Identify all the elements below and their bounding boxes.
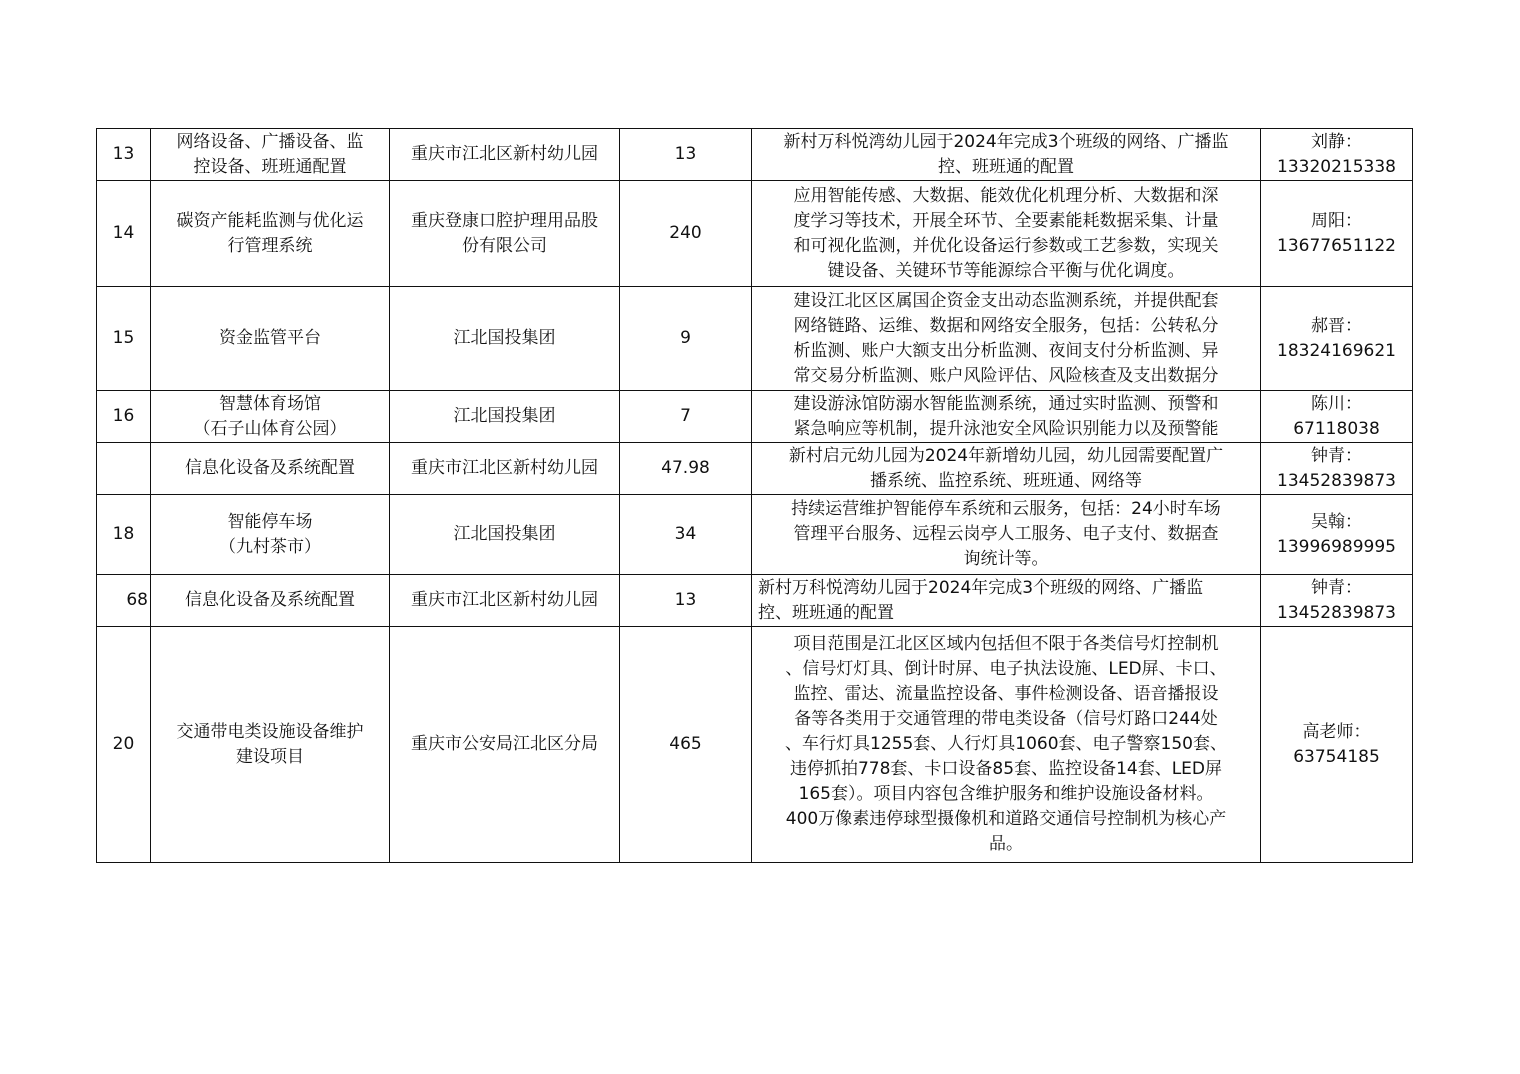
contact: 吴翰： 13996989995 <box>1261 495 1413 575</box>
contact: 高老师： 63754185 <box>1261 627 1413 863</box>
row-number: 16 <box>97 391 151 443</box>
row-number <box>97 443 151 495</box>
project-description: 建设游泳馆防溺水智能监测系统，通过实时监测、预警和 紧急响应等机制，提升泳池安全风险识别能力以及预警能 <box>752 391 1261 443</box>
amount: 7 <box>620 391 752 443</box>
unit-name: 重庆市江北区新村幼儿园 <box>390 575 620 627</box>
project-name: 交通带电类设施设备维护 建设项目 <box>151 627 390 863</box>
amount: 13 <box>620 575 752 627</box>
project-name: 信息化设备及系统配置 <box>151 443 390 495</box>
table-row <box>97 627 1413 863</box>
unit-name: 重庆登康口腔护理用品股 份有限公司 <box>390 181 620 287</box>
project-name: 资金监管平台 <box>151 287 390 391</box>
table-row <box>97 181 1413 287</box>
project-name: 智能停车场 （九村茶市） <box>151 495 390 575</box>
amount: 9 <box>620 287 752 391</box>
table-row <box>97 129 1413 181</box>
unit-name: 江北国投集团 <box>390 495 620 575</box>
amount: 465 <box>620 627 752 863</box>
amount: 34 <box>620 495 752 575</box>
project-description: 持续运营维护智能停车系统和云服务，包括：24小时车场 管理平台服务、远程云岗亭人工服务、电子支付、数据查 询统计等。 <box>752 495 1261 575</box>
contact: 郝晋： 18324169621 <box>1261 287 1413 391</box>
project-name: 信息化设备及系统配置 <box>151 575 390 627</box>
contact: 钟青： 13452839873 <box>1261 575 1413 627</box>
row-number: 68 <box>97 575 151 627</box>
amount: 240 <box>620 181 752 287</box>
project-name: 碳资产能耗监测与优化运 行管理系统 <box>151 181 390 287</box>
amount: 47.98 <box>620 443 752 495</box>
table-row <box>97 287 1413 391</box>
row-number: 18 <box>97 495 151 575</box>
unit-name: 江北国投集团 <box>390 391 620 443</box>
row-number: 14 <box>97 181 151 287</box>
table-row <box>97 575 1413 627</box>
project-description: 应用智能传感、大数据、能效优化机理分析、大数据和深 度学习等技术，开展全环节、全要素能耗数据采集、计量 和可视化监测，并优化设备运行参数或工艺参数，实现关 键设备、关键环节等能源综合平衡与优化调度。 <box>752 181 1261 287</box>
table-row <box>97 391 1413 443</box>
project-name: 网络设备、广播设备、监 控设备、班班通配置 <box>151 129 390 181</box>
row-number: 20 <box>97 627 151 863</box>
contact: 钟青： 13452839873 <box>1261 443 1413 495</box>
row-number: 15 <box>97 287 151 391</box>
project-description: 项目范围是江北区区域内包括但不限于各类信号灯控制机 、信号灯灯具、倒计时屏、电子执法设施、LED屏、卡口、 监控、雷达、流量监控设备、事件检测设备、语音播报设 备等各类用于交通管理的带电类设备（信号灯路口244处 、车行灯具1255套、人行灯具1060套、电子警察150套、 违停抓拍778套、卡口设备85套、监控设备14套、LED屏 165套）。项目内容包含维护服务和维护设施设备材料。 400万像素违停球型摄像机和道路交通信号控制机为核心产 品。 <box>752 627 1261 863</box>
unit-name: 重庆市公安局江北区分局 <box>390 627 620 863</box>
table-row <box>97 443 1413 495</box>
project-description: 新村万科悦湾幼儿园于2024年完成3个班级的网络、广播监 控、班班通的配置 <box>752 129 1261 181</box>
contact: 陈川： 67118038 <box>1261 391 1413 443</box>
project-description: 新村启元幼儿园为2024年新增幼儿园，幼儿园需要配置广 播系统、监控系统、班班通、网络等 <box>752 443 1261 495</box>
amount: 13 <box>620 129 752 181</box>
project-description: 建设江北区区属国企资金支出动态监测系统，并提供配套 网络链路、运维、数据和网络安全服务，包括：公转私分 析监测、账户大额支出分析监测、夜间支付分析监测、异 常交易分析监测、账户风险评估、风险核查及支出数据分 <box>752 287 1261 391</box>
contact: 周阳： 13677651122 <box>1261 181 1413 287</box>
unit-name: 重庆市江北区新村幼儿园 <box>390 129 620 181</box>
contact: 刘静： 13320215338 <box>1261 129 1413 181</box>
unit-name: 江北国投集团 <box>390 287 620 391</box>
unit-name: 重庆市江北区新村幼儿园 <box>390 443 620 495</box>
row-number: 13 <box>97 129 151 181</box>
table-row <box>97 495 1413 575</box>
project-table <box>96 128 1413 863</box>
project-description: 新村万科悦湾幼儿园于2024年完成3个班级的网络、广播监 控、班班通的配置 <box>752 575 1261 627</box>
project-name: 智慧体育场馆 （石子山体育公园） <box>151 391 390 443</box>
